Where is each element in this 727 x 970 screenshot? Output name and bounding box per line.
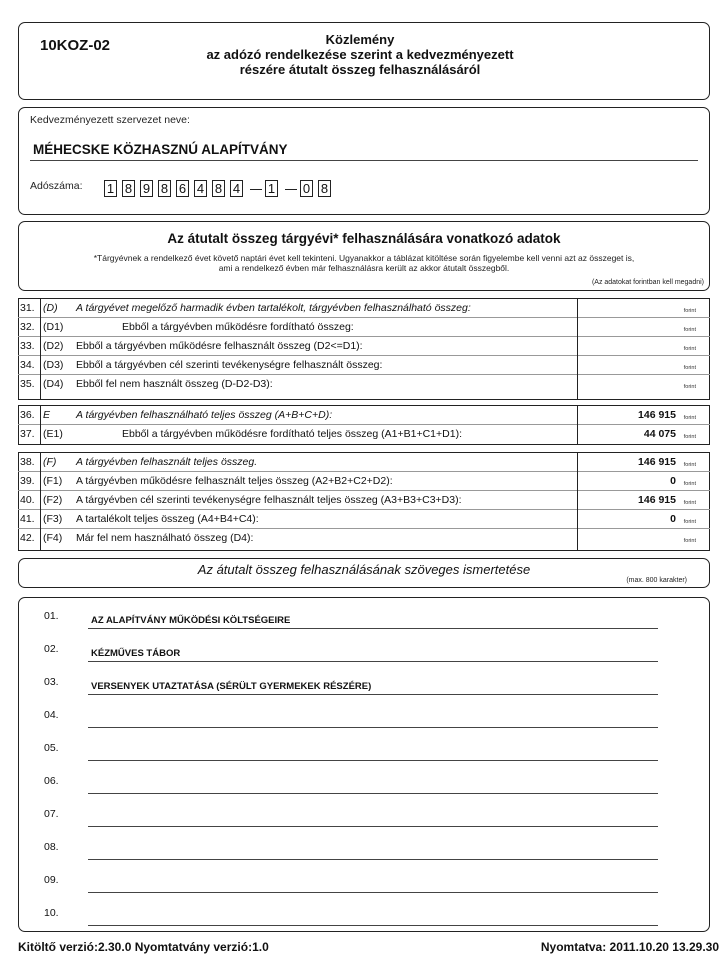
row-code: (F2): [43, 494, 63, 506]
amount-column-divider: [577, 405, 578, 445]
row-label: A tárgyévben cél szerinti tevékenységre felhasznált teljes összeg (A3+B3+C3+D3):: [76, 494, 462, 506]
taxid-digit[interactable]: 8: [318, 180, 331, 197]
row-label: Ebből a tárgyévben működésre fordítható teljes összeg (A1+B1+C1+D1):: [122, 428, 462, 440]
description-line-underline: [88, 859, 658, 860]
row-number: 31.: [20, 302, 35, 314]
table-row: [18, 406, 710, 423]
row-unit: forint: [683, 346, 696, 352]
org-name-underline: [30, 160, 698, 161]
row-label: Már fel nem használható összeg (D4):: [76, 532, 254, 544]
row-code: (D): [43, 302, 58, 314]
row-code: (F4): [43, 532, 63, 544]
table-row: [18, 356, 710, 373]
description-line-underline: [88, 661, 658, 662]
description-line-underline: [88, 760, 658, 761]
taxid-digit[interactable]: 1: [265, 180, 278, 197]
description-line-underline: [88, 892, 658, 893]
row-unit: forint: [683, 519, 696, 525]
row-unit: forint: [683, 538, 696, 544]
footer-print-date: Nyomtatva: 2011.10.20 13.29.30: [540, 940, 719, 954]
row-code: (E1): [43, 428, 63, 440]
table-row: [18, 318, 710, 335]
description-line-text[interactable]: VERSENYEK UTAZTATÁSA (SÉRÜLT GYERMEKEK RÉSZÉRE): [91, 681, 372, 692]
description-line-text[interactable]: AZ ALAPÍTVÁNY MŰKÖDÉSI KÖLTSÉGEIRE: [91, 615, 291, 626]
row-amount-field[interactable]: 146 915: [638, 456, 676, 468]
description-line-number: 04.: [44, 709, 59, 721]
taxid-digit[interactable]: 8: [122, 180, 135, 197]
taxid-digit[interactable]: 8: [212, 180, 225, 197]
description-limit: (max. 800 karakter): [626, 577, 687, 584]
taxid-digit[interactable]: 1: [104, 180, 117, 197]
doc-title-line-2: az adózó rendelkezése szerint a kedvezményezett: [206, 47, 514, 62]
taxid-digit[interactable]: 8: [158, 180, 171, 197]
table-row: [18, 529, 710, 546]
row-number: 36.: [20, 409, 35, 421]
taxid-digit[interactable]: 0: [300, 180, 313, 197]
table-row: [18, 510, 710, 527]
description-line-underline: [88, 925, 658, 926]
description-line-number: 05.: [44, 742, 59, 754]
row-number: 34.: [20, 359, 35, 371]
table-row: [18, 425, 710, 442]
row-number: 38.: [20, 456, 35, 468]
description-title: Az átutalt összeg felhasználásának szöveges ismertetése: [197, 562, 531, 577]
taxid-separator: [250, 189, 262, 190]
description-line-underline: [88, 694, 658, 695]
taxid-digit[interactable]: 6: [176, 180, 189, 197]
form-code: 10KOZ-02: [40, 37, 111, 54]
table-row: [18, 453, 710, 470]
row-code: (D1): [43, 321, 64, 333]
doc-title-line-3: részére átutalt összeg felhasználásáról: [239, 62, 481, 77]
row-number: 32.: [20, 321, 35, 333]
row-label: A tárgyévben működésre felhasznált teljes összeg (A2+B2+C2+D2):: [76, 475, 393, 487]
taxid-digit[interactable]: 9: [140, 180, 153, 197]
row-unit: forint: [683, 500, 696, 506]
section-note-line-1: *Tárgyévnek a rendelkező évet követő naptári évet kell tekinteni. Ugyanakkor a táblázat kitöltése során figyelembe kell venni azt az összeget is,: [93, 253, 635, 263]
description-line-number: 03.: [44, 676, 59, 688]
row-unit: forint: [683, 308, 696, 314]
row-code: (F3): [43, 513, 63, 525]
section-note-line-2: ami a rendelkező évben már felhasználásra került az akkor átutalt összegből.: [218, 263, 510, 273]
row-number: 41.: [20, 513, 35, 525]
row-unit: forint: [683, 462, 696, 468]
description-line-underline: [88, 628, 658, 629]
row-unit: forint: [683, 327, 696, 333]
row-number: 37.: [20, 428, 35, 440]
row-label: A tartalékolt teljes összeg (A4+B4+C4):: [76, 513, 259, 525]
row-label: A tárgyévet megelőző harmadik évben tartalékolt, tárgyévben felhasználható összeg:: [76, 302, 471, 314]
table-row: [18, 491, 710, 508]
amount-column-divider: [577, 298, 578, 400]
row-amount-field[interactable]: 146 915: [638, 494, 676, 506]
row-amount-field[interactable]: 0: [670, 513, 676, 525]
description-line-text[interactable]: KÉZMŰVES TÁBOR: [91, 648, 181, 659]
row-label: Ebből a tárgyévben működésre fordítható összeg:: [122, 321, 354, 333]
row-unit: forint: [683, 365, 696, 371]
table-row: [18, 472, 710, 489]
taxid-digit[interactable]: 4: [230, 180, 243, 197]
row-label: Ebből fel nem használt összeg (D-D2-D3):: [76, 378, 273, 390]
row-amount-field[interactable]: 44 075: [643, 428, 676, 440]
taxid-digit[interactable]: 4: [194, 180, 207, 197]
org-name-field[interactable]: MÉHECSKE KÖZHASZNÚ ALAPÍTVÁNY: [33, 142, 288, 157]
row-unit: forint: [683, 434, 696, 440]
number-column-divider: [40, 405, 41, 445]
row-unit: forint: [683, 481, 696, 487]
description-line-underline: [88, 793, 658, 794]
description-line-number: 07.: [44, 808, 59, 820]
description-line-underline: [88, 826, 658, 827]
row-number: 35.: [20, 378, 35, 390]
taxid-label: Adószáma:: [30, 180, 83, 192]
description-line-number: 10.: [44, 907, 59, 919]
row-unit: forint: [683, 384, 696, 390]
row-amount-field[interactable]: 146 915: [638, 409, 676, 421]
section-title: Az átutalt összeg tárgyévi* felhasználására vonatkozó adatok: [167, 231, 561, 246]
table-row: [18, 299, 710, 316]
row-code: (D3): [43, 359, 64, 371]
number-column-divider: [40, 298, 41, 400]
amount-column-divider: [577, 452, 578, 551]
row-label: Ebből a tárgyévben működésre felhasznált összeg (D2<=D1):: [76, 340, 363, 352]
row-code: (D2): [43, 340, 64, 352]
taxid-separator: [285, 189, 297, 190]
row-amount-field[interactable]: 0: [670, 475, 676, 487]
number-column-divider: [40, 452, 41, 551]
table-row: [18, 337, 710, 354]
description-line-number: 08.: [44, 841, 59, 853]
description-line-number: 02.: [44, 643, 59, 655]
description-line-number: 01.: [44, 610, 59, 622]
org-name-label: Kedvezményezett szervezet neve:: [30, 114, 190, 126]
row-number: 39.: [20, 475, 35, 487]
row-number: 42.: [20, 532, 35, 544]
description-line-underline: [88, 727, 658, 728]
row-code: (F): [43, 456, 57, 468]
row-number: 33.: [20, 340, 35, 352]
row-code: (F1): [43, 475, 63, 487]
unit-note: (Az adatokat forintban kell megadni): [591, 279, 704, 286]
row-label: A tárgyévben felhasznált teljes összeg.: [76, 456, 258, 468]
description-line-number: 06.: [44, 775, 59, 787]
row-label: Ebből a tárgyévben cél szerinti tevékenységre felhasznált összeg:: [76, 359, 383, 371]
row-label: A tárgyévben felhasználható teljes összeg (A+B+C+D):: [76, 409, 333, 421]
row-code: (D4): [43, 378, 64, 390]
description-line-number: 09.: [44, 874, 59, 886]
row-unit: forint: [683, 415, 696, 421]
row-code: E: [43, 409, 51, 421]
table-row: [18, 375, 710, 392]
doc-title-line-1: Közlemény: [325, 32, 395, 47]
footer-version: Kitöltő verzió:2.30.0 Nyomtatvány verzió:1.0: [18, 940, 269, 954]
row-number: 40.: [20, 494, 35, 506]
